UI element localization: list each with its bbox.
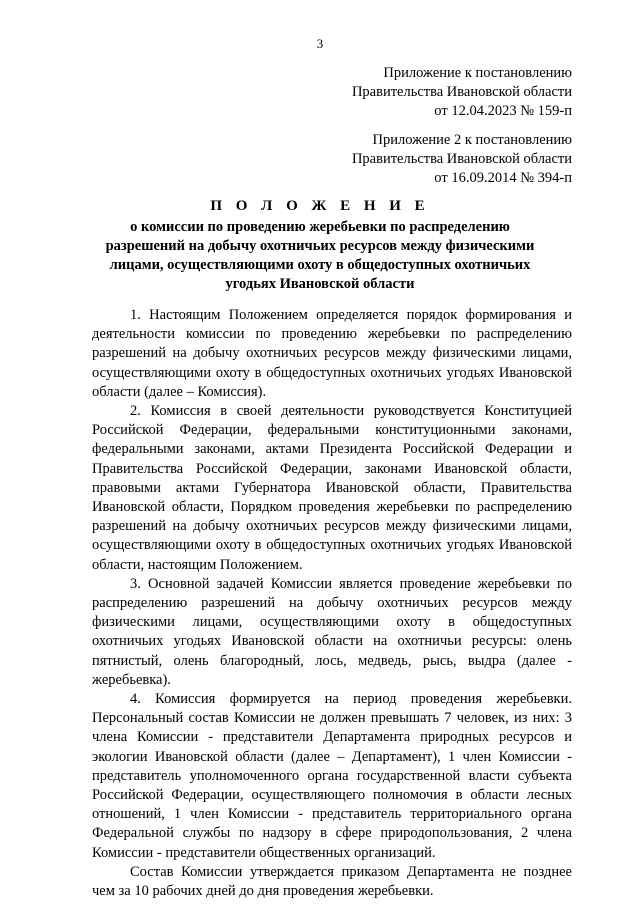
page-number: 3 <box>316 36 324 51</box>
paragraph-4-continued: Состав Комиссии утверждается приказом Департамента не позднее чем за 10 рабочих дней до дня проведения жеребьевки. <box>92 863 572 900</box>
appendix-line: Приложение к постановлению <box>383 65 572 81</box>
appendix-line: Правительства Ивановской области <box>351 151 572 167</box>
subtitle-line: о комиссии по проведению жеребьевки по распределению <box>130 219 510 235</box>
appendix-line: от 16.09.2014 № 394-п <box>434 170 572 186</box>
appendix-header-current <box>352 64 572 121</box>
paragraph-3: 3. Основной задачей Комиссии является проведение жеребьевки по распределению разрешений на добычу охотничьих ресурсов между физическими лицами, осуществляющими охоту в общедоступных охотничьих угодьях Ивановской области на охотничьи ресурсы: олень пятнистый, олень благородный, лось, медведь, рысь, выдра (далее - жеребьевка). <box>92 575 572 688</box>
appendix-header-original <box>352 131 572 188</box>
appendix-line: от 12.04.2023 № 159-п <box>434 103 572 119</box>
appendix-line: Приложение 2 к постановлению <box>372 132 572 148</box>
appendix-line: Правительства Ивановской области <box>351 84 572 100</box>
subtitle-line: угодьях Ивановской области <box>225 276 415 292</box>
paragraph-2: 2. Комиссия в своей деятельности руководствуется Конституцией Российской Федерации, федеральными конституционными законами, федеральными законами, актами Президента Российской Федерации и Правительства Российской Федерации, законами Ивановской области, правовыми актами Губернатора Ивановской области, Правительства Ивановской области, Порядком проведения жеребьевки по распределению разрешений на добычу охотничьих ресурсов между физическими лицами, осуществляющими охоту в общедоступных охотничьих угодьях Ивановской области, настоящим Положением. <box>92 403 572 573</box>
subtitle-line: разрешений на добычу охотничьих ресурсов между физическими <box>105 238 535 254</box>
document-body <box>92 306 572 901</box>
paragraph-1: 1. Настоящим Положением определяется порядок формирования и деятельности комиссии по проведению жеребьевки по распределению разрешений на добычу охотничьих ресурсов между физическими лицами, осуществляющими охоту в общедоступных охотничьих угодьях Ивановской области (далее – Комиссия). <box>92 307 572 400</box>
subtitle-line: лицами, осуществляющими охоту в общедоступных охотничьих <box>109 257 531 273</box>
document-title: П О Л О Ж Е Н И Е <box>210 198 430 214</box>
document-subtitle <box>90 218 550 294</box>
paragraph-4: 4. Комиссия формируется на период проведения жеребьевки. Персональный состав Комиссии не должен превышать 7 человек, из них: 3 члена Комиссии - представители Департамента природных ресурсов и экологии Ивановской области (далее – Департамент), 1 член Комиссии - представитель уполномоченного органа государственной власти субъекта Российской Федерации, осуществляющего полномочия в области лесных отношений, 1 член Комиссии - представитель территориального органа Федеральной службы по надзору в сфере природопользования, 2 члена Комиссии - представители общественных организаций. <box>92 691 572 861</box>
